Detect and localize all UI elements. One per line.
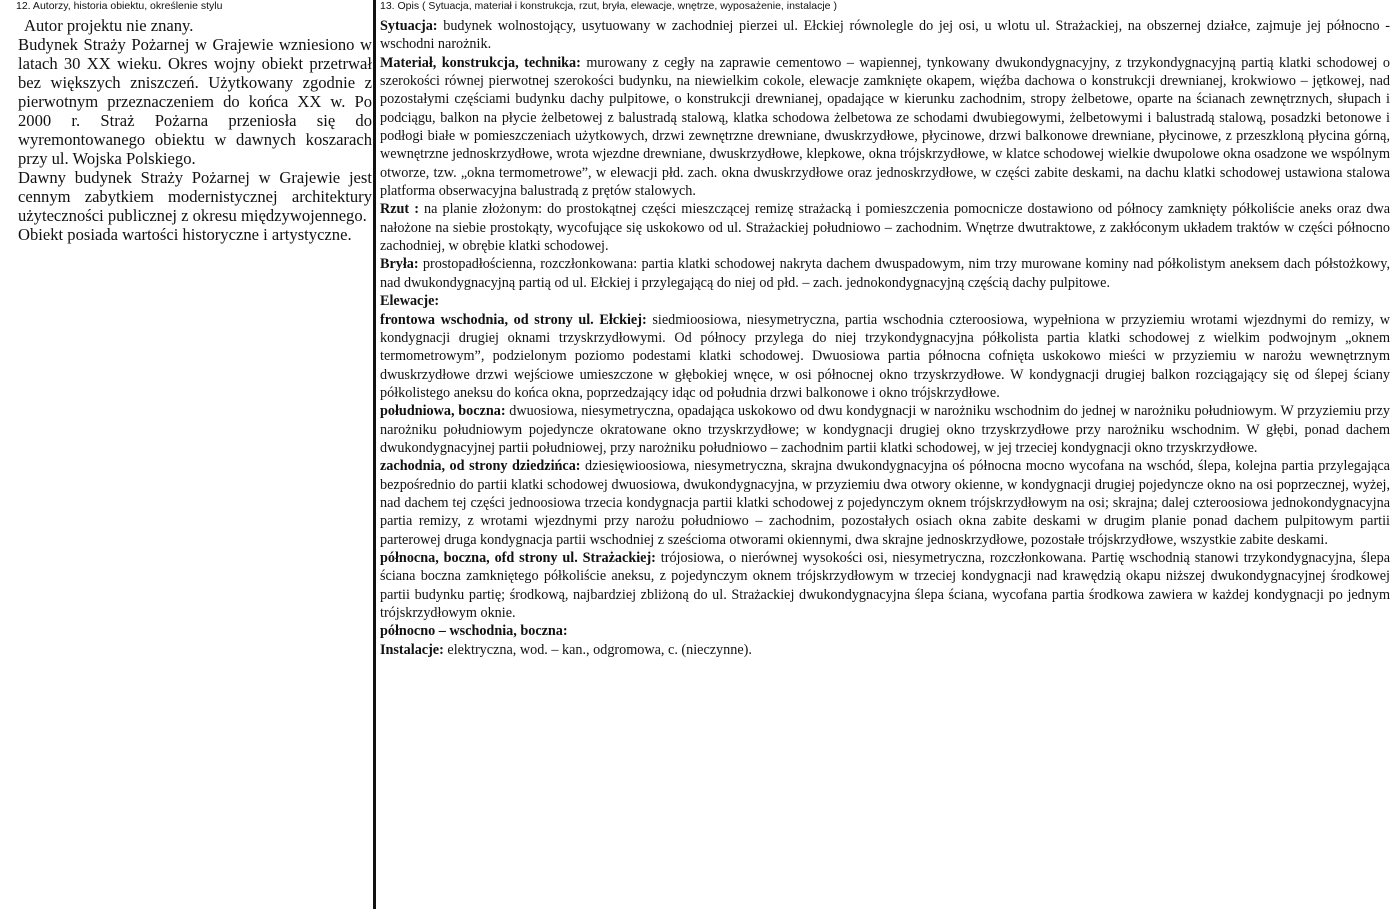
section-massing [380,255,1390,292]
section-label: frontowa wschodnia, od strony ul. Ełckiej: [380,311,647,328]
section-label: Instalacje: [380,641,444,658]
section-body: dziesięwioosiowa, niesymetryczna, skrajna dwukondygnacyjna oś północna mocno wycofana na wschód, ślepa, kolejna partia przylegająca bezpośrednio do partii klatki schodowej dwuosiowa, dwukondygnacyjna, w przyziemiu dwa otwory okienne, w kondygnacji drugiej pojedyncze okno na osi poprzecznej, wyżej, nad dachem tej części jednoosiowa trzecia kondygnacja partii klatki schodowej z pojedynczym oknem trójskrzydłowym na osi; skrajna; dalej czteroosiowa jednokondygnacyjna partia remizy, z wrotami wjezdnymi przy narożu południowo – zachodnim, pozostałych osiach okna zabite deskami w drugim planie ponad dachem pulpitowym partii parterowej druga kondygnacja partii wschodniej z sześcioma otworami okiennymi, dwa skrajne jednoskrzydłowe, pozostałe trójskrzydłowe, wszystkie zabite deskami. [380,458,1390,548]
section-plan [380,200,1390,255]
section-body: elektryczna, wod. – kan., odgromowa, c. (nieczynne). [443,641,752,658]
section-body: trójosiowa, o nierównej wysokości osi, niesymetryczna, rozczłonkowana. Partię wschodnią stanowi trzykondygnacyjna, ślepa ściana boczna zamkniętego półkoliście aneksu, z pojedynczym oknem trójskrzydłowym w trzeciej kondygnacji nad krawędzią okapu niższej dwukondygnacyjnej środkowej partii budynku partię; środkową, najbardziej zbliżoną do ul. Strażackiej dwukondygnacyjna ślepa ściana, wycofana partia środkowa zawiera w każdej kondygnacji po jednym trójskrzydłowym oknie. [380,549,1390,621]
description-text [380,17,1390,659]
section-south-elevation [380,402,1390,457]
section-situation [380,17,1390,54]
section-12-header: 12. Autorzy, historia obiektu, określenie stylu [16,0,223,12]
section-body: dwuosiowa, niesymetryczna, opadająca uskokowo od dwu kondygnacji w narożniku wschodnim do jednej w narożniku południowym. W przyziemiu przy narożniku południowym pojedyncze okratowane okno trzyskrzydłowe; w kondygnacji drugiej okno trzyskrzydłowe przy narożniku wschodnim. W głębi, ponad dachem dwukondygnacyjnej partii południowej, przy narożniku południowo – zachodnim partii klatki schodowej, w jej trzeciej kondygnacji okno trzyskrzydłowe. [380,403,1390,456]
section-body: murowany z cegły na zaprawie cementowo – wapiennej, tynkowany dwukondygnacyjny, z trzykondygnacyjną partią klatki schodowej o szerokości równej pierwotnej szerokości budynku, na niewielkim cokole, elewacje zamknięte okapem, więźba dachowa o konstrukcji drewnianej, krokwiowo – jętkowej, nad pozostałymi częściami budynku dachy pulpitowe, o konstrukcji drewnianej, opadające w kierunku zachodnim, stropy żelbetowe, oparte na ścianach zewnętrznych, słupach i podciągu, balkon na płycie żelbetowej z balustradą stalową, klatka schodowa żelbetowa ze schodami dwubiegowymi, żelbetowymi i balustradą stalową, posadzki betonowe i podłogi białe w pomieszczeniach użytkowych, drzwi zewnętrzne drewniane, dwuskrzydłowe, płycinowe, drzwi balkonowe drewniane, płycinowe, z przeszkloną płycina górną, wewnętrzne jednoskrzydłowe, wrota wjezdne drewniane, dwuskrzydłowe, klepkowe, okna trójskrzydłowe, w klatce schodowej wielkie dwupolowe okna osadzone we wspólnym otworze, tzw. „okna termometrowe”, w elewacji płd. zach. okna dwuskrzydłowe oraz jednoskrzydłowe, w części zabite deskami, na dachu klatki schodowej ustawiona stalowa platforma obserwacyjna balustradą z prętów stalowych. [380,54,1390,200]
section-label: Sytuacja: [380,18,438,34]
section-label: zachodnia, od strony dziedzińca: [380,458,581,475]
column-divider [373,0,376,909]
section-body: siedmioosiowa, niesymetryczna, partia wschodnia czteroosiowa, wypełniona w przyziemiu wrotami wjezdnymi do remizy, w kondygnacji drugiej oknami trzyskrzydłowymi. Od północy przylega do niej trzykondygnacyjna półkolista partia klatki schodowej z wielkim podwojnym „oknem termometrowym”, podzielonym poziomo podestami klatki schodowej. Dwuosiowa partia północna cofnięta uskokowo mieści w przyziemiu w narożu wewnętrznym dwuskrzydłowe drzwi wejściowe umieszczone w głębokiej wnęce, w osi północnej okno trzyskrzydłowe. W kondygnacji drugiej balkon rozciągający się od ślepej ściany półkolistego aneksu do końca okna, poprzedzający idąc od południa drzwi balkonowe i okno trójskrzydłowe. [380,311,1390,401]
history-paragraph: Dawny budynek Straży Pożarnej w Grajewie jest cennym zabytkiem modernistycznej architektury użyteczności publicznej z okresu międzywojennego. [18,168,372,225]
section-body: na planie złożonym: do prostokątnej części mieszczącej remizę strażacką i pomieszczenia pomocnicze dostawiono od północy zamknięty półkoliście aneks oraz dwa nałożone na siebie prostokąty, wycofujące się uskokowo od ul. Strażackiej południowo – zachodnim. Wnętrze dwutraktowe, z zakłóconym układem traktów w części północno zachodniej, w obrębie klatki schodowej. [380,201,1390,255]
section-label: Rzut : [380,201,419,218]
section-body: prostopadłościenna, rozczłonkowana: partia klatki schodowej nakryta dachem dwuspadowym, nim trzy murowane kominy nad półkolistym aneksem dach półstożkowy, nad dwukondygnacyjną partią od ul. Ełckiej i przylegającą do niej od płd. – zach. jednokondygnacyjną częścią dachy pulpitowe. [380,256,1390,291]
section-material [380,54,1390,201]
history-paragraph: Obiekt posiada wartości historyczne i artystyczne. [18,225,352,244]
section-elevations [380,292,1390,310]
section-label: Elewacje: [380,293,440,310]
section-north-elevation [380,549,1390,622]
right-column [380,0,1390,659]
history-paragraph: Autor projektu nie znany. [24,16,194,35]
section-body: budynek wolnostojący, usytuowany w zachodniej pierzei ul. Ełckiej równolegle do jej osi, u wlotu ul. Strażackiej, na obszernej działce, zajmuje jej północno - wschodni narożnik. [380,18,1390,53]
section-13-header: 13. Opis ( Sytuacja, materiał i konstrukcja, rzut, bryła, elewacje, wnętrze, wyposażenie, instalacje ) [380,0,837,12]
section-label: południowa, boczna: [380,403,506,420]
history-paragraph: Budynek Straży Pożarnej w Grajewie wzniesiono w latach 30 XX wieku. Okres wojny obiekt przetrwał bez większych zniszczeń. Użytkowany zgodnie z pierwotnym przeznaczeniem do końca XX w. Po 2000 r. Straż Pożarna przeniosła się do wyremontowanego obiektu w dawnych koszarach przy ul. Wojska Polskiego. [18,35,372,168]
section-label: północna, boczna, ofd strony ul. Strażackiej: [380,549,656,566]
left-column [18,0,372,244]
history-text [18,16,372,244]
section-label: Bryła: [380,256,419,273]
section-northeast-elevation [380,622,1390,640]
section-label: Materiał, konstrukcja, technika: [380,54,581,71]
section-installations [380,641,1390,659]
section-west-elevation [380,457,1390,549]
section-east-elevation [380,311,1390,403]
section-label: północno – wschodnia, boczna: [380,623,568,640]
